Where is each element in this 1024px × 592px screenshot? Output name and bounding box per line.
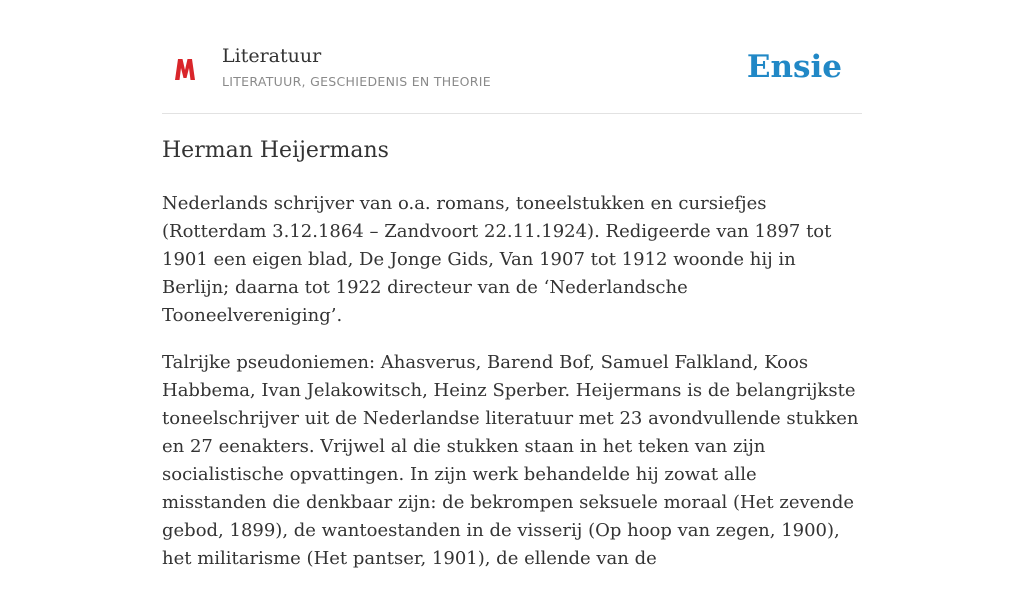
logo-m-icon[interactable] (172, 56, 198, 82)
category-title[interactable]: Literatuur (222, 45, 322, 67)
ensie-brand-logo[interactable]: Ensie (746, 49, 842, 85)
article-title: Herman Heijermans (162, 138, 389, 163)
article-paragraph: Talrijke pseudoniemen: Ahasverus, Barend Bof, Samuel Falkland, Koos Habbema, Ivan Jelakowitsch, Heinz Sperber. Heijermans is de belangrijkste toneelschrijver uit de Nederlandse literatuur met 23 avondvullende stukken en 27 eenakters. Vrijwel al die stukken staan in het teken van zijn socialistische opvattingen. In zijn werk behandelde hij zowat alle misstanden die denkbaar zijn: de bekrompen seksuele moraal (Het zevende gebod, 1899), de wantoestanden in de visserij (Op hoop van zegen, 1900), het militarisme (Het pantser, 1901), de ellende van de (162, 352, 859, 569)
article-body (162, 190, 862, 592)
site-header (162, 40, 862, 114)
category-subtitle: LITERATUUR, GESCHIEDENIS EN THEORIE (222, 74, 491, 89)
article-paragraph: Nederlands schrijver van o.a. romans, toneelstukken en cursiefjes (Rotterdam 3.12.1864 – Zandvoort 22.11.1924). Redigeerde van 1897 tot 1901 een eigen blad, De Jonge Gids, Van 1907 tot 1912 woonde hij in Berlijn; daarna tot 1922 directeur van de ‘Nederlandsche Tooneelvereniging’. (162, 193, 832, 326)
